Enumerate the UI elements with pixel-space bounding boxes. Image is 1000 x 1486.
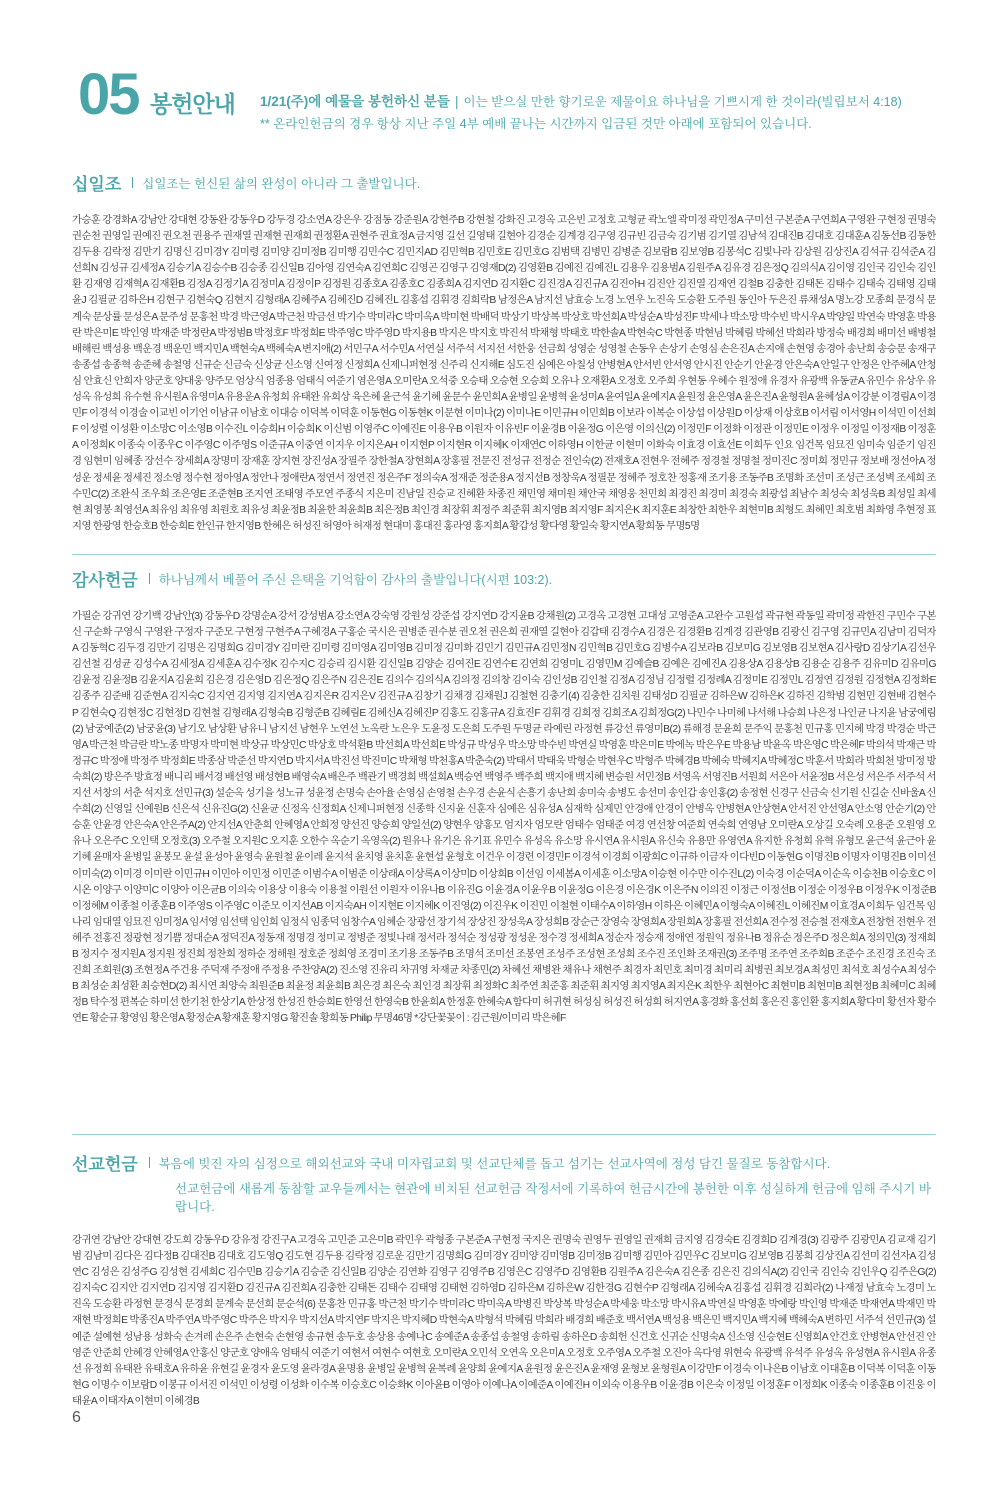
tithe-header: [72, 170, 936, 210]
bible-verse: 이는 받으실 만한 향기로운 제물이요 하나님을 기쁘시게 한 것이라(빌립보서 4:18): [463, 95, 902, 109]
thanks-title: 감사헌금: [72, 571, 138, 590]
mission-description: 복음에 빚진 자의 심정으로 해외선교와 국내 미자립교회 및 선교단체를 돕고 섬기는 선교사역에 정성 담긴 물질로 동참합시다.: [158, 1156, 831, 1171]
page-number: 6: [72, 1409, 81, 1426]
divider: |: [454, 94, 459, 109]
section-subtitle: [260, 90, 902, 110]
thanks-header: [72, 566, 936, 606]
tithe-title: 십일조: [72, 175, 122, 194]
section-title: 봉헌안내: [150, 91, 235, 117]
divider: [149, 573, 150, 584]
mission-name-list: 강귀연 강남안 강대현 강도희 강동우D 강유정 강진구A 고경옥 고민준 고은미B 곽민우 곽형종 구본준A 구현정 국지은 권명숙 권영두 권영일 권재희 금지영 김경숙E 김경희D 김계경(3) 김광주 김광민A 김교재 김기범 김남미 김다은 김다정B 김대진B 김대호 김도영Q 김도현 김두용 김락정 김로운 김만기 김명희G 김미경Y 김미양 김미영B 김미정B 김미행 김민아 김민우C 김보미G 김보영B 김봉희 김상진A 김선미 김선자A 김성연C 김성은 김성주G 김성현 김세희C 김수민B 김승기A 김승준 김신일B 김양순 김연화 김영구 김영주B 김영은C 김영주D 김영환B 김원주A 김은숙A 김은종 김은진 김의식A(2) 김인국 김인숙 김인우Q 김주은G(2) 김지숙C 김지안 김지연D 김지영 김지환D 김진규A 김진희A 김충한 김태돈 김태수 김태영 김태현 김하영D 김하은M 김하은W 김한경G 김현수P 김형래A 김혜숙A 김홍섭 김휘경 김희라(2) 나재정 남효숙 노경미 노진옥 도승환 라정현 문경식 문경희 문계숙 문선희 문순석(6) 문홍찬 민규홍 박근천 박기수 박미라C 박미옥A 박병진 박상복 박성순A 박세웅 박소망 박시유A 박연실 박영훈 박예랑 박인영 박재준 박재연A 박재민 박재현 박정희E 박종진A 박주연A 박주영C 박주은 박지우 박지선A 박지연F 박지은 박지혜D 박현숙A 박형석 박혜림 박희라 배경희 배준호 백서연A 백성용 백은민 백지민A 백지혜 백혜숙A 변하민 서주석 선민규(3) 설예준 설예현 성남용 성화숙 손겨레 손은주 손현숙 손현영 송규현 송두호 송상용 송예나C 송예준A 송종섭 송철영 송하림 송하은D 송희헌 신건호 신귀순 신명숙A 신소영 신승현E 신영희A 안건호 안병현A 안선진 안영준 안준희 안혜경 안혜영A 안홍신 양군호 양애옥 엄태식 여준기 여현서 여현수 여현호 오미란A 오민석 오연옥 오은미A 오정호 오주영A 오주철 오진아 옥다영 위현숙 유광백 유석주 유성옥 유성현A 유시원A 유종선 유정희 유태완 유태호A 유하윤 유현길 윤경자 윤도영 윤라경A 윤명용 윤병일 윤병혁 윤복례 윤양희 윤예지A 윤원정 윤은진A 윤재영 윤형보 윤형원A 이강만F 이경숙 이나은B 이남호 이대훈B 이덕복 이덕훈 이동현G 이명수 이보람D 이봉규 이서진 이석민 이성령 이성화 이수복 이승호C 이승화K 이아윤B 이영아 이예나A 이예준A 이예진H 이외숙 이용우B 이윤경B 이은숙 이정일 이정훈F 이정희K 이종숙 이종훈B 이진웅 이태윤A 이태자A 이현미 이혜경B: [72, 1235, 936, 1407]
section-divider: [72, 554, 936, 555]
mission-header: [72, 1150, 936, 1215]
section-number: 05: [78, 62, 139, 127]
tithe-name-list: 가승훈 강경화A 강남안 강대현 강동완 강동우D 강두경 강소연A 강은우 강점동 강준원A 강현주B 강현철 강화진 고경옥 고은빈 고정호 고형균 곽노엘 곽미정 곽민정A 구미선 구본준A 구연희A 구영완 구현정 권명숙 권순천 권영일 권예진 권오천 권용주 권재열 권재현 권재희 권정환A 권현주 권효정A 금지영 길선 길영태 길현아 김경순 김계경 김구영 김규빈 김금숙 김기범 김기열 김남석 김대진B 김대호 김대훈A 김동선B 김동한 김두용 김락정 김만기 김명신 김미경Y 김미령 김미양 김미정B 김미행 김민수C 김민지AD 김민혁B 김민호E 김민호G 김범택 김병민 김병준 김보람B 김보영B 김봉석C 김빛나라 김상원 김상진A 김석규 김석준A 김선희N 김성규 김세정A 김승기A 김승수B 김승종 김신일B 김아영 김연숙A 김연희C 김영곤 김영구 김영재D(2) 김영환B 김예진 김예진L 김용우 김용범A 김원주A 김유경 김은정Q 김의식A 김이영 김인국 김인숙 김인환 김재영 김재혁A 김재환B 김정A 김정기A 김정미A 김정이P 김정원 김종호A 김종호C 김종희A 김지연D 김지환C 김진경A 김진규A 김진아H 김진안 김진열 김재연 김철B 김충한 김태돈 김태수 김태숙 김태영 김태윤J 김필균 김하은H 김현구 김현숙Q 김현지 김형래A 김혜주A 김혜진D 김혜진L 김홍섭 김휘경 김희락B 남정은A 남지선 남효승 노경 노연우 노진옥 도승환 도주원 동인아 두은진 류채성A 명노강 모종희 문경식 문계숙 문상률 문성은A 문주성 문홍천 박경 박근영A 박근천 박금선 박기수 박미라C 박미옥A 박미현 박배덕 박상기 박상복 박상호 박선희A 박성순A 박성진F 박세나 박소망 박수빈 박시우A 박양일 박연숙 박영훈 박용란 박은미E 박인영 박재준 박정란A 박정범B 박정호F 박정희E 박주영C 박주영D 박지용B 박지은 박지호 박진석 박채형 박태호 박한솔A 박현숙C 박현종 박현님 박혜림 박혜선 박희라 방정숙 배경희 배미선 배병철 배해린 백성용 백운경 백운민 백지민A 백현숙A 백혜숙A 변지애(2) 서민구A 서수민A 서연실 서주석 서지선 서한웅 선금희 성영순 성영철 손동우 손상기 손영심 손은진A 손지애 손현영 송경아 송난희 송승문 송재구 송종섭 송종혁 송준혜 송철영 신규순 신금숙 신상균 신소영 신여정 신정희A 신제니퍼현정 신주리 신지해E 심도진 심예은 아칠성 안병현A 안서빈 안서영 안시진 안순기 안윤경 안은숙A 안일구 안정은 안주혜A 안청심 안효신 안희자 양군호 양대웅 양주모 엄상식 엄종용 엄태식 여준기 염은영A 오미란A 오석중 오승태 오승현 오승희 오유나 오재환A 오정호 오주희 우현동 우혜수 원정애 유경자 유광백 유동균A 유민수 유상우 유성옥 유성희 유수현 유시원A 유영미A 유용운A 유청희 유태완 유희상 육은혜 윤근석 윤기혜 윤문수 윤민희A 윤병일 윤병혁 윤성미A 윤여일A 윤예지A 윤원정 윤은영A 윤은진A 윤형원A 윤혜성A 이강분 이경림A 이경민F 이경석 이경술 이교빈 이기언 이남규 이남호 이대승 이덕복 이덕훈 이동현G 이동현K 이문현 이미나(2) 이미나E 이민규H 이민희B 이보라 이복순 이상섭 이상원D 이상재 이상호B 이서림 이서영H 이석민 이선희F 이성렬 이성환 이소망C 이소영B 이수진L 이승희H 이승희K 이신범 이영주C 이예진E 이용우B 이원자 이유빈F 이윤경B 이윤정G 이은영 이의신(2) 이정민F 이정화 이정관 이정민E 이정우 이정일 이정재B 이정훈A 이정희K 이종숙 이종우C 이주영C 이주영S 이준규A 이중연 이지우 이지은AH 이지현P 이지현R 이지혜K 이재연C 이하영H 이한균 이현미 이화숙 이효경 이효선E 이희두 인요 임건목 임묘진 임미숙 임준기 임진경 임현미 임혜종 장선수 장세희A 장명미 장재훈 장지현 장진성A 장필주 장한철A 장현희A 장홍필 전문진 전성규 전정순 전인숙(2) 전재호A 전현우 전혜주 정경철 정명철 정미진C 정미희 정민규 정보배 정선아A 정성운 정세윤 정세진 정소영 정수현 정아영A 정안나 정애란A 정연서 정연진 정은주F 정의숙A 정재준 정준용A 정지선B 정창욱A 정필문 정혜주 정호찬 정홍재 조기용 조동주B 조명화 조선미 조성근 조성벽 조세희 조수민C(2) 조완식 조우희 조은영E 조준현B 조지연 조태영 주모연 주종식 지은미 진남일 진승교 진혜환 차종진 채민영 채미원 채안국 채영웅 천민희 최경진 최경미 최경숙 최광섭 최남수 최성숙 최성욱B 최성일 최세현 최영봉 최영선A 최유임 최유영 최원호 최유성 최윤정B 최윤한 최윤희B 최은정B 최인경 최장휘 최정주 최준휘 최지영B 최지영F 최지은K 최지훈E 최창한 최한우 최현미B 최형도 최혜민 최호범 최화영 추현정 표지영 한광영 한승호B 한승희E 한인규 한지영B 한혜은 허성진 허영아 허재정 현대미 홍대진 홍라영 홍지희A 황갑성 황다영 황일숙 황지연A 황희동 무명5명: [72, 215, 936, 532]
mission-title: 선교헌금: [72, 1155, 138, 1174]
tithe-description: 십일조는 헌신된 삶의 완성이 아니라 그 출발입니다.: [142, 176, 421, 191]
thanks-section: [72, 566, 936, 1109]
mission-description-2: 선교헌금에 새롭게 동참할 교우들께서는 현관에 비치된 선교헌금 작정서에 기록하여 헌금시간에 봉헌한 이후 성실하게 헌금에 임해 주시기 바랍니다.: [175, 1182, 931, 1214]
divider: [132, 177, 133, 188]
thanks-name-list: 가필순 강귀연 강기백 강남안(3) 강동우D 강명순A 강서 강성범A 강소연A 강숙영 강원성 강준섭 강지연D 강지윤B 강채원(2) 고경옥 고경현 고대성 고영준A 고완수 고원섭 곽규현 곽동일 곽미정 곽한진 구민수 구본신 구순화 구영식 구영완 구정자 구준모 구현정 구현주A 구혜경A 구홍순 국시은 권병준 권수분 권오천 권은희 권재열 길현아 김갑태 김경수A 김경은 김경환B 김계경 김관영B 김광신 김구영 김규민A 김남미 김덕자A 김동혁C 김두경 김만기 김명은 김명희G 김미경Y 김미란 김미령 김미영A 김미영B 김미정 김미화 김민기 김민규A 김민정N 김민혁B 김민호G 김병수A 김보라B 김보미G 김보영B 김보현A 김사랑D 김상기A 김선우 김선철 김성균 김성수A 김세정A 김세훈A 김수정K 김수지C 김승리 김시환 김신일B 김양순 김여진E 김연수E 김연희 김영미L 김영민M 김예슬B 김예은 김예진A 김용상A 김용상B 김용순 김용주 김유미D 김유미G 김윤정 김윤정B 김윤지A 김윤희 김은경 김은영D 김은정Q 김은주N 김은진E 김의수 김의식A 김의정 김의창 김이숙 김인성B 김인철 김정A 김정님 김정렬 김정례A 김정미E 김정민L 김정연 김정원 김정현A 김정화E 김종주 김준배 김준현A 김지숙C 김지연 김지영 김지연A 김지은R 김지은V 김진규A 김창기 김채경 김채원J 김철현 김충기(4) 김충한 김치원 김태성D 김필균 김하은W 김하은K 김하진 김학범 김현민 김현배 김현수P 김현숙Q 김현정C 김현정D 김현철 김형래A 김형숙B 김형준B 김혜림E 김혜신A 김혜진P 김홍도 김홍규A 김효진F 김휘경 김희정 김희조A 김희정G(2) 나민수 나미혜 나서해 나승희 나은정 나인균 나지윤 남궁예림(2) 남궁예준(2) 남궁윤(3) 남기오 남상환 남유니 남지선 남현우 노연선 노옥란 노은우 도윤정 도은희 도주원 두명균 라예린 라정현 류강선 류영미B(2) 류해경 문윤희 문주익 문홍천 민규홍 민지혜 박경 박경순 박근영A 박근천 박금란 박노종 박명자 박미현 박상규 박상민C 박상호 박석환B 박선희A 박선희E 박성규 박성우 박소망 박수빈 박연실 박영훈 박은미E 박에녹 박은우E 박용남 박윤옥 박은영C 박은혜F 박의석 박재근 박정규C 박정애 박정주 박정희E 박종삼 박준선 박지연D 박지서A 박진선 박진미C 박채형 박천홍A 박춘숙(2) 박태서 박태욱 박형순 박현우C 박형주 박혜경B 박혜숙 박혜지A 박혜정C 박훈서 박희라 박희천 방미정 방숙희(2) 방은주 방효정 배니리 배서경 배선영 배성현B 배영숙A 배은주 백관기 백경희 백설희A 백승연 백영주 백주희 백지애 백지혜 변승원 서민정B 서영옥 서영진B 서원희 서은아 서윤정B 서은성 서은주 서주석 서지선 서창의 서춘 석지호 선민규(3) 설순옥 성기을 성노규 성윤정 손명숙 손아율 손영심 손영철 손우경 손윤식 손흥기 송난희 송미숙 송병도 송선미 송인갑 송인홍(2) 송정현 신경구 신금숙 신기원 신길순 신바울A 신수희(2) 신영일 신예원B 신은석 신유진G(2) 신윤균 신정옥 신정희A 신제니퍼현정 신종학 신지윤 신훈자 심예은 심유성A 심재학 심제민 안경애 안경이 안병옥 안병현A 안상현A 안서진 안선영A 안소영 안순기(2) 안승훈 안윤경 안은숙A 안은주A(2) 안지선A 안춘희 안혜영A 안희정 양선진 양승희 양일선(2) 양현우 양홍모 엄지자 엄모란 엄태수 엄태준 여경 연선창 여준희 연숙희 연영남 오미란A 오상길 오숙례 오용준 오원영 오유나 오은주C 오인택 오정호(3) 오주철 오지원C 오지훈 오한수 옥순기 옥영옥(2) 원유나 유기은 유기표 유민수 유성옥 유소망 유시연A 유시원A 유신숙 유용만 유영연A 유지한 유청희 유혁 유형모 윤근석 윤근아 윤기혜 윤매자 윤병일 윤봉모 윤설 윤성아 윤영숙 윤원철 윤이레 윤지석 윤치영 윤치훈 윤현섭 윤형호 이건우 이경련 이경민F 이경석 이경희 이광희C 이규하 이금자 이다빈D 이동현G 이명진B 이명자 이명진B 이미선 이미숙(2) 이미경 이미란 이민규H 이민아 이민정 이민준 이범수A 이범준 이상래A 이상록A 이상미D 이상희B 이선임 이세봄A 이세훈 이소망A 이승현 이수만 이수진L(2) 이숙경 이순덕A 이순옥 이승천B 이승호C 이시온 이양구 이양미C 이양아 이은균B 이의숙 이용상 이용숙 이용철 이원선 이원자 이유나B 이유진G 이윤경A 이윤우B 이윤정G 이은경 이은경K 이은주N 이의진 이정근 이정선B 이정순 이정우B 이정우K 이정준B 이정혜M 이종철 이종훈B 이주영S 이주영C 이준모 이지선AB 이지숙AH 이지현E 이지혜K 이진영(2) 이진우K 이진민 이철현 이태수A 이하영H 이하은 이혜민A 이형숙A 이혜진L 이혜진M 이효경A 이희두 임건목 임나리 임대열 임묘진 임미정A 임서영 임선택 임인희 임정식 임종덕 임창수A 임혜순 장광선 장기석 장상진 장성욱A 장성희B 장순근 장영숙 장영희A 장원희A 장홍필 전선희A 전수정 전승철 전재호A 전창헌 전현우 전혜주 전홍진 정광현 정기쁨 정대순A 정덕진A 정동재 정명경 정미교 정병준 정빛나래 정서라 정석순 정성광 정성운 정수경 정세희A 정순자 정승재 정애연 정원익 정유나B 정유순 정은주D 정은희A 정의민(3) 정재희B 정지수 정지원A 정지원 정진희 정찬희 정하순 정해원 정호준 정희영 조경미 조기용 조동주B 조명석 조미선 조봉연 조성주 조성현 조성희 조수진 조인화 조재권(3) 조주명 조주연 조주희B 조준수 조진경 조진숙 조진희 조희원(3) 조현정A 주건용 주덕재 주정애 주정용 주찬양A(2) 진소영 진유리 차귀영 차재균 차종민(2) 차혜선 채병완 채유나 채현주 최경자 최민호 최미경 최미리 최병권 최보경A 최성민 최석호 최성수A 최성수B 최성순 최성환 최승현D(2) 최시연 최양숙 최원준B 최윤정 최윤희B 최은경 최은숙 최인경 최장휘 최정화C 최주연 최준홍 최준휘 최지영 최지영A 최지은K 최한우 최현아C 최현미B 최현미B 최현정B 최혜미C 최혜정B 탁수정 편복순 하미선 한기천 한상기A 한상정 한성진 한승희E 한영선 한영숙B 한윤희A 한정훈 한혜숙A 함다미 허귀현 허성심 허성진 허성희 허지연A 홍경화 홍선희 홍은진 홍인환 홍지희A 황다미 황선자 황수연E 황순규 황영임 황은영A 황정순A 황재훈 황지영G 황진솔 황희동 Philip 무명46명 *강단꽃꽂이 : 김근원/이미리 박은혜F: [72, 611, 936, 1025]
tithe-section: [72, 170, 936, 553]
section-divider: [72, 1134, 936, 1135]
mission-section: [72, 1150, 936, 1427]
section-header: [78, 62, 958, 144]
offering-date-title: 1/21(주)에 예물을 봉헌하신 분들: [260, 94, 450, 109]
divider: [149, 1157, 150, 1168]
thanks-description: 하나님께서 베풀어 주신 은택을 기억함이 감사의 출발입니다(시편 103:2).: [158, 572, 553, 587]
online-offering-note: ** 온라인헌금의 경우 항상 지난 주일 4부 예배 끝나는 시간까지 입금된 것만 아래에 포함되어 있습니다.: [260, 117, 812, 131]
